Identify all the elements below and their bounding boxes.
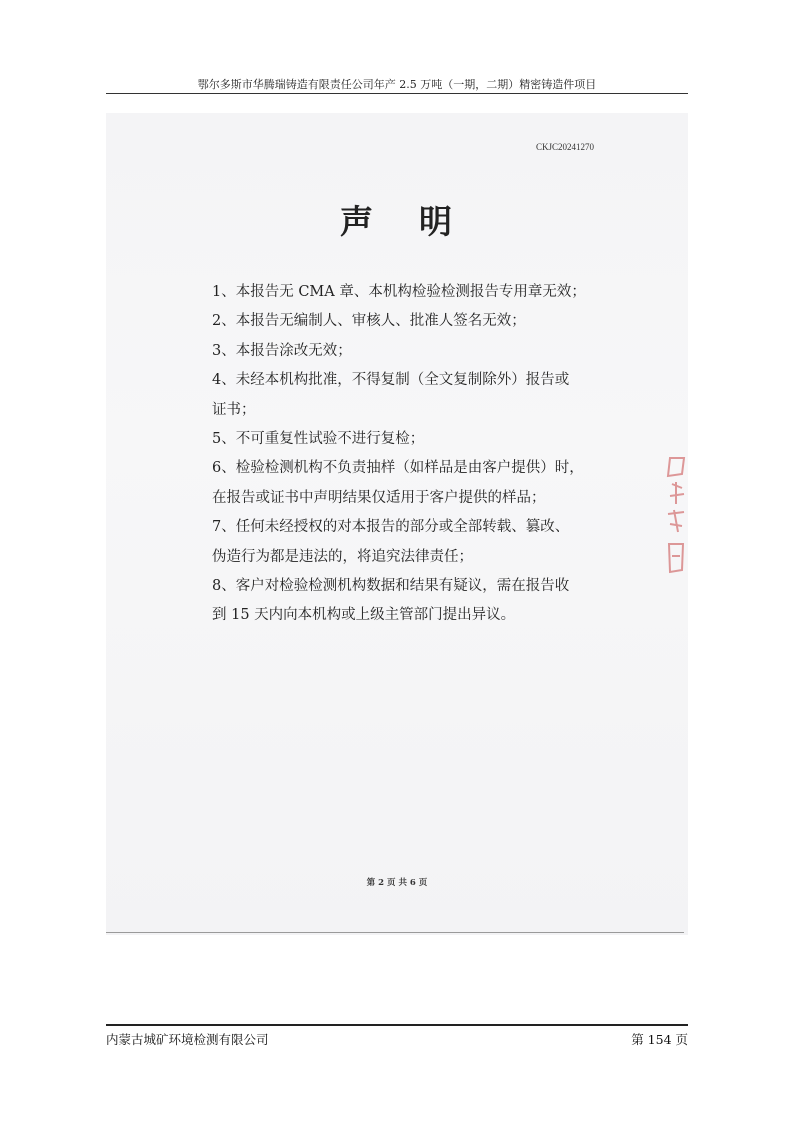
statement-line: 3、本报告涂改无效； bbox=[212, 342, 352, 359]
statement-line: 伪造行为都是违法的，将追究法律责任； bbox=[212, 548, 473, 565]
report-number: CKJC20241270 bbox=[536, 142, 595, 152]
scan-edge bbox=[106, 932, 684, 933]
inner-page-number: 第 2 页 共 6 页 bbox=[366, 878, 428, 888]
statement-line: 到 15 天内向本机构或上级主管部门提出异议。 bbox=[212, 607, 516, 624]
statement-list bbox=[212, 278, 612, 631]
footer-company: 内蒙古城矿环境检测有限公司 bbox=[106, 1032, 269, 1047]
footer-page-number: 第 154 页 bbox=[631, 1032, 688, 1047]
page-title: 声明 bbox=[340, 202, 498, 241]
statement-line: 4、未经本机构批准，不得复制（全文复制除外）报告或 bbox=[212, 372, 570, 389]
header-divider bbox=[106, 93, 688, 94]
statement-line: 6、检验检测机构不负责抽样（如样品是由客户提供）时， bbox=[212, 460, 584, 477]
statement-line: 2、本报告无编制人、审核人、批准人签名无效； bbox=[212, 313, 526, 330]
statement-line: 证书； bbox=[212, 401, 256, 418]
statement-line: 在报告或证书中声明结果仅适用于客户提供的样品； bbox=[212, 489, 546, 506]
statement-line: 1、本报告无 CMA 章、本机构检验检测报告专用章无效； bbox=[212, 284, 586, 300]
statement-line: 7、任何未经授权的对本报告的部分或全部转载、篡改、 bbox=[212, 519, 570, 536]
statement-line: 5、不可重复性试验不进行复检； bbox=[212, 431, 425, 448]
header-title: 鄂尔多斯市华腾瑞铸造有限责任公司年产 2.5 万吨（一期，二期）精密铸造件项目 bbox=[197, 78, 597, 91]
statement-line: 8、客户对检验检测机构数据和结果有疑议，需在报告收 bbox=[212, 578, 570, 595]
footer-divider bbox=[106, 1024, 688, 1026]
seal-stamp-icon bbox=[664, 452, 688, 578]
